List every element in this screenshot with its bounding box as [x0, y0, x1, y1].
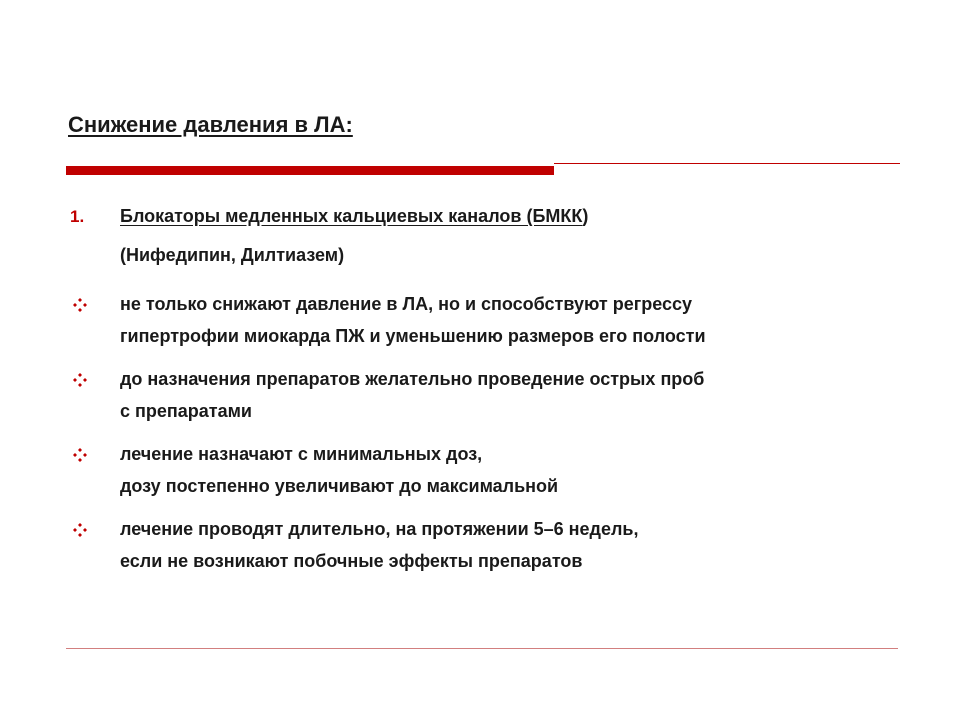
- slide-title: Снижение давления в ЛА:: [68, 112, 353, 137]
- footer-divider-line: [66, 648, 898, 649]
- bullet-line-2: гипертрофии миокарда ПЖ и уменьшению размеров его полости: [120, 326, 706, 346]
- bullet-line-2: с препаратами: [120, 401, 252, 421]
- item-heading-rest: ): [582, 206, 589, 226]
- item-number: 1.: [70, 207, 85, 226]
- title-accent-bar: [66, 166, 554, 175]
- bullet-line-2: дозу постепенно увеличивают до максимальной: [120, 476, 559, 496]
- bullet-line-1: до назначения препаратов желательно проведение острых проб: [120, 369, 705, 389]
- item-heading: [120, 201, 588, 232]
- diamond-bullet-icon: [73, 516, 87, 547]
- bullet-line-1: лечение назначают с минимальных доз,: [120, 444, 483, 464]
- item-subtitle: (Нифедипин, Дилтиазем): [120, 245, 345, 265]
- diamond-bullet-icon: [73, 291, 87, 322]
- bullet-line-1: не только снижают давление в ЛА, но и способствуют регрессу: [120, 294, 693, 314]
- diamond-bullet-icon: [73, 441, 87, 472]
- item-heading-underlined: Блокаторы медленных кальциевых каналов (БМКК: [120, 206, 583, 226]
- bullet-line-1: лечение проводят длительно, на протяжении 5–6 недель,: [120, 519, 639, 539]
- title-divider-line: [554, 163, 900, 164]
- diamond-bullet-icon: [73, 366, 87, 397]
- bullet-line-2: если не возникают побочные эффекты препаратов: [120, 551, 583, 571]
